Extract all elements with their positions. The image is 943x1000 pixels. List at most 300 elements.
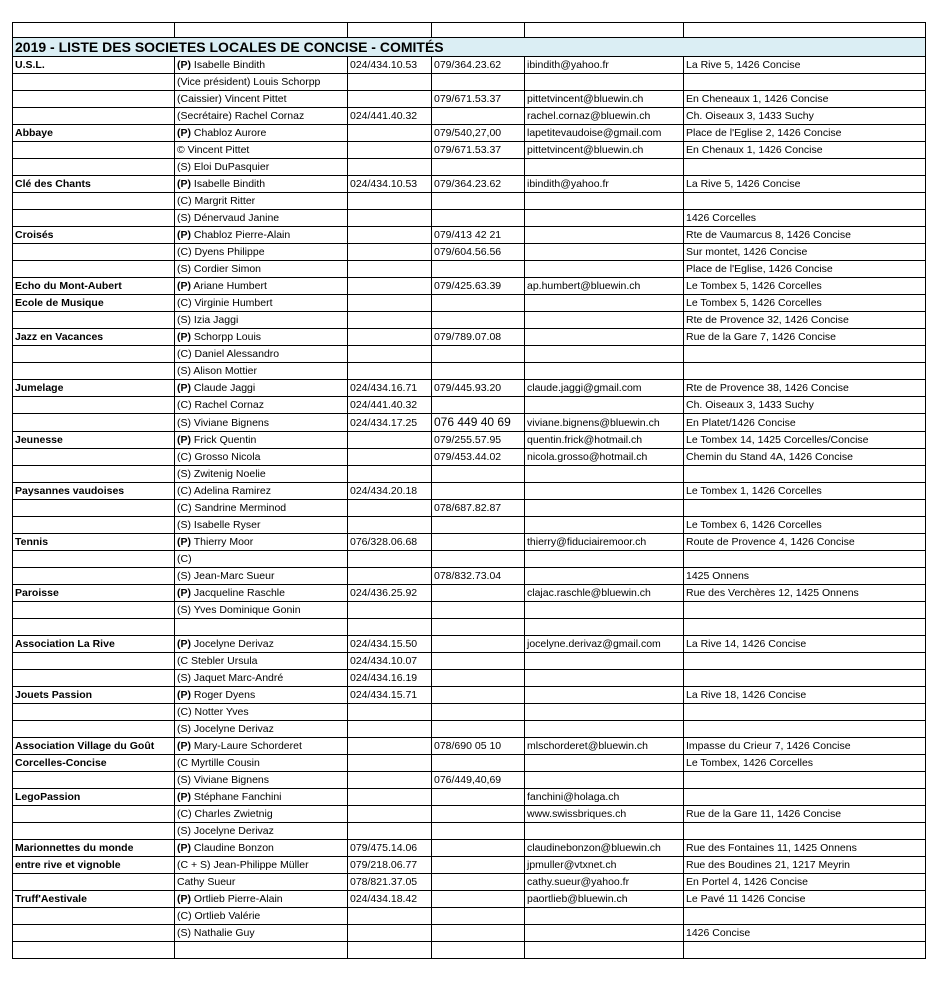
role-label: (P) — [177, 791, 191, 803]
email-cell: nicola.grosso@hotmail.ch — [525, 449, 684, 466]
empty-cell — [525, 23, 684, 38]
member-cell — [175, 500, 348, 517]
table-row — [13, 397, 926, 414]
table-row — [13, 857, 926, 874]
member-cell — [175, 721, 348, 738]
member-name: (C) Rachel Cornaz — [177, 399, 264, 411]
mobile-cell — [432, 925, 525, 942]
member-cell — [175, 397, 348, 414]
email-cell — [525, 619, 684, 636]
society-cell — [13, 517, 175, 534]
phone-cell — [348, 942, 432, 959]
member-cell — [175, 942, 348, 959]
phone-cell — [348, 363, 432, 380]
email-cell: ibindith@yahoo.fr — [525, 176, 684, 193]
address-cell — [684, 908, 926, 925]
member-name: Claudine Bonzon — [193, 842, 274, 854]
member-cell — [175, 738, 348, 755]
email-cell: www.swissbriques.ch — [525, 806, 684, 823]
member-name: Thierry Moor — [193, 536, 254, 548]
member-cell — [175, 142, 348, 159]
member-name: Ariane Humbert — [193, 280, 267, 292]
mobile-cell: 079/364.23.62 — [432, 57, 525, 74]
member-name: (C) Grosso Nicola — [177, 451, 261, 463]
email-cell — [525, 397, 684, 414]
member-name: (S) Isabelle Ryser — [177, 519, 261, 531]
member-cell — [175, 466, 348, 483]
mobile-cell: 078/832.73.04 — [432, 568, 525, 585]
email-cell: jocelyne.derivaz@gmail.com — [525, 636, 684, 653]
phone-cell — [348, 159, 432, 176]
mobile-cell — [432, 755, 525, 772]
member-cell — [175, 568, 348, 585]
email-cell — [525, 227, 684, 244]
table-row — [13, 755, 926, 772]
role-label: (P) — [177, 331, 191, 343]
member-name: (S) Izia Jaggi — [177, 314, 239, 326]
table-row — [13, 568, 926, 585]
society-cell — [13, 346, 175, 363]
member-cell — [175, 414, 348, 432]
member-cell — [175, 908, 348, 925]
address-cell — [684, 823, 926, 840]
phone-cell — [348, 125, 432, 142]
society-cell — [13, 91, 175, 108]
society-cell — [13, 108, 175, 125]
member-name: (S) Zwitenig Noelie — [177, 468, 266, 480]
table-row — [13, 176, 926, 193]
member-cell — [175, 789, 348, 806]
email-cell — [525, 312, 684, 329]
email-cell — [525, 908, 684, 925]
address-cell: 1426 Concise — [684, 925, 926, 942]
address-cell: Le Tombex 1, 1426 Corcelles — [684, 483, 926, 500]
title-row — [13, 38, 926, 57]
society-cell — [13, 414, 175, 432]
society-cell: Paysannes vaudoises — [13, 483, 175, 500]
table-row — [13, 687, 926, 704]
address-cell: Le Tombex 5, 1426 Corcelles — [684, 278, 926, 295]
email-cell — [525, 483, 684, 500]
mobile-cell — [432, 534, 525, 551]
mobile-cell — [432, 193, 525, 210]
mobile-cell: 079/671.53.37 — [432, 91, 525, 108]
role-label: (P) — [177, 382, 191, 394]
email-cell: ibindith@yahoo.fr — [525, 57, 684, 74]
society-cell — [13, 261, 175, 278]
member-cell — [175, 857, 348, 874]
address-cell: Rue des Boudines 21, 1217 Meyrin — [684, 857, 926, 874]
society-cell — [13, 551, 175, 568]
member-cell — [175, 840, 348, 857]
address-cell — [684, 159, 926, 176]
mobile-cell — [432, 312, 525, 329]
email-cell: paortlieb@bluewin.ch — [525, 891, 684, 908]
member-name: Mary-Laure Schorderet — [193, 740, 302, 752]
phone-cell: 024/434.15.71 — [348, 687, 432, 704]
member-name: (C) Charles Zwietnig — [177, 808, 273, 820]
member-name: (S) Dénervaud Janine — [177, 212, 280, 224]
email-cell: viviane.bignens@bluewin.ch — [525, 414, 684, 432]
mobile-cell — [432, 823, 525, 840]
society-cell: Ecole de Musique — [13, 295, 175, 312]
mobile-cell — [432, 619, 525, 636]
member-name: Claude Jaggi — [193, 382, 256, 394]
mobile-cell — [432, 466, 525, 483]
table-row — [13, 602, 926, 619]
table-row — [13, 704, 926, 721]
address-cell: Rte de Vaumarcus 8, 1426 Concise — [684, 227, 926, 244]
society-cell: Jumelage — [13, 380, 175, 397]
address-cell: Ch. Oiseaux 3, 1433 Suchy — [684, 397, 926, 414]
empty-cell — [684, 23, 926, 38]
society-cell — [13, 704, 175, 721]
member-name: Jacqueline Raschle — [193, 587, 285, 599]
email-cell — [525, 210, 684, 227]
address-cell — [684, 551, 926, 568]
phone-cell — [348, 500, 432, 517]
member-cell — [175, 278, 348, 295]
table-row — [13, 449, 926, 466]
email-cell: fanchini@holaga.ch — [525, 789, 684, 806]
member-name: (S) Jocelyne Derivaz — [177, 825, 274, 837]
phone-cell: 078/821.37.05 — [348, 874, 432, 891]
member-cell — [175, 159, 348, 176]
society-cell — [13, 823, 175, 840]
member-name: (C + S) Jean-Philippe Müller — [177, 859, 309, 871]
member-name: (C) Dyens Philippe — [177, 246, 265, 258]
mobile-cell — [432, 636, 525, 653]
email-cell: claude.jaggi@gmail.com — [525, 380, 684, 397]
member-name: (C) Sandrine Merminod — [177, 502, 287, 514]
member-cell — [175, 74, 348, 91]
table-row — [13, 278, 926, 295]
member-name: Jocelyne Derivaz — [193, 638, 274, 650]
member-cell — [175, 363, 348, 380]
society-cell: Echo du Mont-Aubert — [13, 278, 175, 295]
email-cell — [525, 602, 684, 619]
member-name: (S) Cordier Simon — [177, 263, 262, 275]
email-cell — [525, 755, 684, 772]
email-cell: quentin.frick@hotmail.ch — [525, 432, 684, 449]
table-body — [13, 23, 926, 959]
mobile-cell: 076/449,40,69 — [432, 772, 525, 789]
address-cell: La Rive 14, 1426 Concise — [684, 636, 926, 653]
society-cell: Truff'Aestivale — [13, 891, 175, 908]
mobile-cell — [432, 653, 525, 670]
member-name: © Vincent Pittet — [177, 144, 250, 156]
phone-cell — [348, 142, 432, 159]
empty-cell — [175, 23, 348, 38]
mobile-cell — [432, 551, 525, 568]
member-name: (S) Jaquet Marc-André — [177, 672, 284, 684]
society-cell — [13, 602, 175, 619]
member-cell — [175, 125, 348, 142]
phone-cell: 024/434.15.50 — [348, 636, 432, 653]
phone-cell: 024/434.20.18 — [348, 483, 432, 500]
address-cell: Ch. Oiseaux 3, 1433 Suchy — [684, 108, 926, 125]
email-cell: rachel.cornaz@bluewin.ch — [525, 108, 684, 125]
member-name: Cathy Sueur — [177, 876, 236, 888]
member-cell — [175, 380, 348, 397]
table-row — [13, 346, 926, 363]
email-cell — [525, 823, 684, 840]
member-name: Stéphane Fanchini — [193, 791, 282, 803]
address-cell: Le Tombex 6, 1426 Corcelles — [684, 517, 926, 534]
member-name: (S) Viviane Bignens — [177, 774, 270, 786]
member-cell — [175, 670, 348, 687]
address-cell — [684, 789, 926, 806]
society-cell: Jazz en Vacances — [13, 329, 175, 346]
role-label: (P) — [177, 893, 191, 905]
mobile-cell: 079/540,27,00 — [432, 125, 525, 142]
email-cell — [525, 346, 684, 363]
mobile-cell: 079/671.53.37 — [432, 142, 525, 159]
email-cell — [525, 74, 684, 91]
phone-cell — [348, 449, 432, 466]
mobile-cell — [432, 687, 525, 704]
mobile-cell — [432, 789, 525, 806]
email-cell: lapetitevaudoise@gmail.com — [525, 125, 684, 142]
society-cell: Association Village du Goût — [13, 738, 175, 755]
table-row — [13, 806, 926, 823]
email-cell — [525, 687, 684, 704]
mobile-cell — [432, 840, 525, 857]
phone-cell — [348, 91, 432, 108]
member-cell — [175, 517, 348, 534]
society-cell: Paroisse — [13, 585, 175, 602]
role-label: (P) — [177, 842, 191, 854]
member-name: (C Stebler Ursula — [177, 655, 258, 667]
society-cell — [13, 925, 175, 942]
table-row — [13, 159, 926, 176]
address-cell: Rue de la Gare 7, 1426 Concise — [684, 329, 926, 346]
address-cell: Le Tombex 5, 1426 Corcelles — [684, 295, 926, 312]
table-row — [13, 500, 926, 517]
member-cell — [175, 312, 348, 329]
mobile-cell — [432, 210, 525, 227]
member-name: (C) Adelina Ramirez — [177, 485, 271, 497]
mobile-cell — [432, 602, 525, 619]
email-cell: mlschorderet@bluewin.ch — [525, 738, 684, 755]
mobile-cell: 079/453.44.02 — [432, 449, 525, 466]
email-cell — [525, 517, 684, 534]
member-cell — [175, 874, 348, 891]
member-cell — [175, 772, 348, 789]
member-cell — [175, 687, 348, 704]
table-row — [13, 363, 926, 380]
phone-cell — [348, 312, 432, 329]
phone-cell — [348, 432, 432, 449]
address-cell — [684, 772, 926, 789]
table-row — [13, 721, 926, 738]
address-cell — [684, 670, 926, 687]
table-row — [13, 125, 926, 142]
table-row — [13, 534, 926, 551]
empty-cell — [348, 23, 432, 38]
mobile-cell: 079/789.07.08 — [432, 329, 525, 346]
email-cell — [525, 193, 684, 210]
table-row — [13, 585, 926, 602]
phone-cell: 024/441.40.32 — [348, 108, 432, 125]
mobile-cell — [432, 704, 525, 721]
table-row — [13, 738, 926, 755]
member-cell — [175, 925, 348, 942]
role-label: (P) — [177, 434, 191, 446]
email-cell — [525, 500, 684, 517]
address-cell — [684, 704, 926, 721]
phone-cell: 024/434.10.53 — [348, 57, 432, 74]
table-row — [13, 653, 926, 670]
email-cell — [525, 466, 684, 483]
address-cell: Place de l'Eglise 2, 1426 Concise — [684, 125, 926, 142]
address-cell — [684, 619, 926, 636]
address-cell: En Chenaux 1, 1426 Concise — [684, 142, 926, 159]
mobile-cell — [432, 74, 525, 91]
address-cell — [684, 721, 926, 738]
member-cell — [175, 534, 348, 551]
society-cell — [13, 500, 175, 517]
address-cell: La Rive 5, 1426 Concise — [684, 176, 926, 193]
address-cell: La Rive 5, 1426 Concise — [684, 57, 926, 74]
email-cell — [525, 261, 684, 278]
mobile-cell — [432, 261, 525, 278]
member-name: (C) Daniel Alessandro — [177, 348, 280, 360]
email-cell: pittetvincent@bluewin.ch — [525, 142, 684, 159]
mobile-cell — [432, 891, 525, 908]
table-row — [13, 312, 926, 329]
member-name: (C) Notter Yves — [177, 706, 249, 718]
member-cell — [175, 295, 348, 312]
society-cell — [13, 449, 175, 466]
member-name: (C) Virginie Humbert — [177, 297, 273, 309]
email-cell: ap.humbert@bluewin.ch — [525, 278, 684, 295]
email-cell — [525, 942, 684, 959]
member-name: (S) Jocelyne Derivaz — [177, 723, 274, 735]
society-cell — [13, 193, 175, 210]
mobile-cell — [432, 857, 525, 874]
phone-cell: 024/434.17.25 — [348, 414, 432, 432]
address-cell — [684, 942, 926, 959]
phone-cell — [348, 925, 432, 942]
phone-cell — [348, 755, 432, 772]
society-cell — [13, 942, 175, 959]
member-name: Ortlieb Pierre-Alain — [193, 893, 283, 905]
table-row — [13, 670, 926, 687]
mobile-cell: 079/604.56.56 — [432, 244, 525, 261]
member-cell — [175, 755, 348, 772]
member-cell — [175, 619, 348, 636]
table-row — [13, 874, 926, 891]
society-cell: Croisés — [13, 227, 175, 244]
society-cell — [13, 619, 175, 636]
table-row — [13, 193, 926, 210]
email-cell — [525, 568, 684, 585]
member-name: (Caissier) Vincent Pittet — [177, 93, 287, 105]
role-label: (P) — [177, 638, 191, 650]
address-cell — [684, 500, 926, 517]
mobile-cell — [432, 363, 525, 380]
table-row — [13, 619, 926, 636]
email-cell — [525, 329, 684, 346]
email-cell: jpmuller@vtxnet.ch — [525, 857, 684, 874]
address-cell: Le Tombex, 1426 Corcelles — [684, 755, 926, 772]
society-cell: entre rive et vignoble — [13, 857, 175, 874]
table-row — [13, 942, 926, 959]
table-row — [13, 891, 926, 908]
address-cell — [684, 346, 926, 363]
society-cell — [13, 874, 175, 891]
email-cell — [525, 704, 684, 721]
society-cell — [13, 806, 175, 823]
member-cell — [175, 823, 348, 840]
address-cell: 1425 Onnens — [684, 568, 926, 585]
member-name: (S) Viviane Bignens — [177, 416, 270, 429]
role-label: (P) — [177, 740, 191, 752]
phone-cell — [348, 193, 432, 210]
address-cell: En Cheneaux 1, 1426 Concise — [684, 91, 926, 108]
phone-cell — [348, 244, 432, 261]
address-cell — [684, 363, 926, 380]
mobile-cell: 076 449 40 69 — [432, 414, 525, 432]
society-cell — [13, 142, 175, 159]
member-name: Chabloz Pierre-Alain — [193, 229, 291, 241]
society-cell — [13, 466, 175, 483]
mobile-cell — [432, 942, 525, 959]
email-cell — [525, 295, 684, 312]
member-name: (C) Ortlieb Valérie — [177, 910, 261, 922]
member-cell — [175, 329, 348, 346]
society-cell — [13, 244, 175, 261]
member-name: Isabelle Bindith — [193, 178, 266, 190]
mobile-cell — [432, 670, 525, 687]
member-cell — [175, 91, 348, 108]
phone-cell: 024/434.10.53 — [348, 176, 432, 193]
mobile-cell — [432, 517, 525, 534]
email-cell: pittetvincent@bluewin.ch — [525, 91, 684, 108]
member-name: (C) Margrit Ritter — [177, 195, 256, 207]
address-cell — [684, 466, 926, 483]
phone-cell: 024/441.40.32 — [348, 397, 432, 414]
phone-cell — [348, 619, 432, 636]
address-cell: Rue des Verchères 12, 1425 Onnens — [684, 585, 926, 602]
society-cell: Abbaye — [13, 125, 175, 142]
empty-cell — [13, 23, 175, 38]
member-cell — [175, 108, 348, 125]
member-cell — [175, 483, 348, 500]
address-cell: La Rive 18, 1426 Concise — [684, 687, 926, 704]
table-row — [13, 483, 926, 500]
phone-cell: 024/434.10.07 — [348, 653, 432, 670]
role-label: (P) — [177, 536, 191, 548]
member-cell — [175, 227, 348, 244]
member-name: Roger Dyens — [193, 689, 256, 701]
member-cell — [175, 806, 348, 823]
society-cell — [13, 397, 175, 414]
table-row — [13, 91, 926, 108]
member-name: Chabloz Aurore — [193, 127, 267, 139]
address-cell: Impasse du Crieur 7, 1426 Concise — [684, 738, 926, 755]
table-row — [13, 380, 926, 397]
address-cell: Rue des Fontaines 11, 1425 Onnens — [684, 840, 926, 857]
address-cell: Le Pavé 11 1426 Concise — [684, 891, 926, 908]
sheet-title: 2019 - LISTE DES SOCIETES LOCALES DE CONCISE - COMITÉS — [13, 38, 926, 57]
role-label: (P) — [177, 127, 191, 139]
email-cell — [525, 363, 684, 380]
member-name: (C) — [177, 553, 192, 565]
mobile-cell — [432, 721, 525, 738]
table-row — [13, 517, 926, 534]
